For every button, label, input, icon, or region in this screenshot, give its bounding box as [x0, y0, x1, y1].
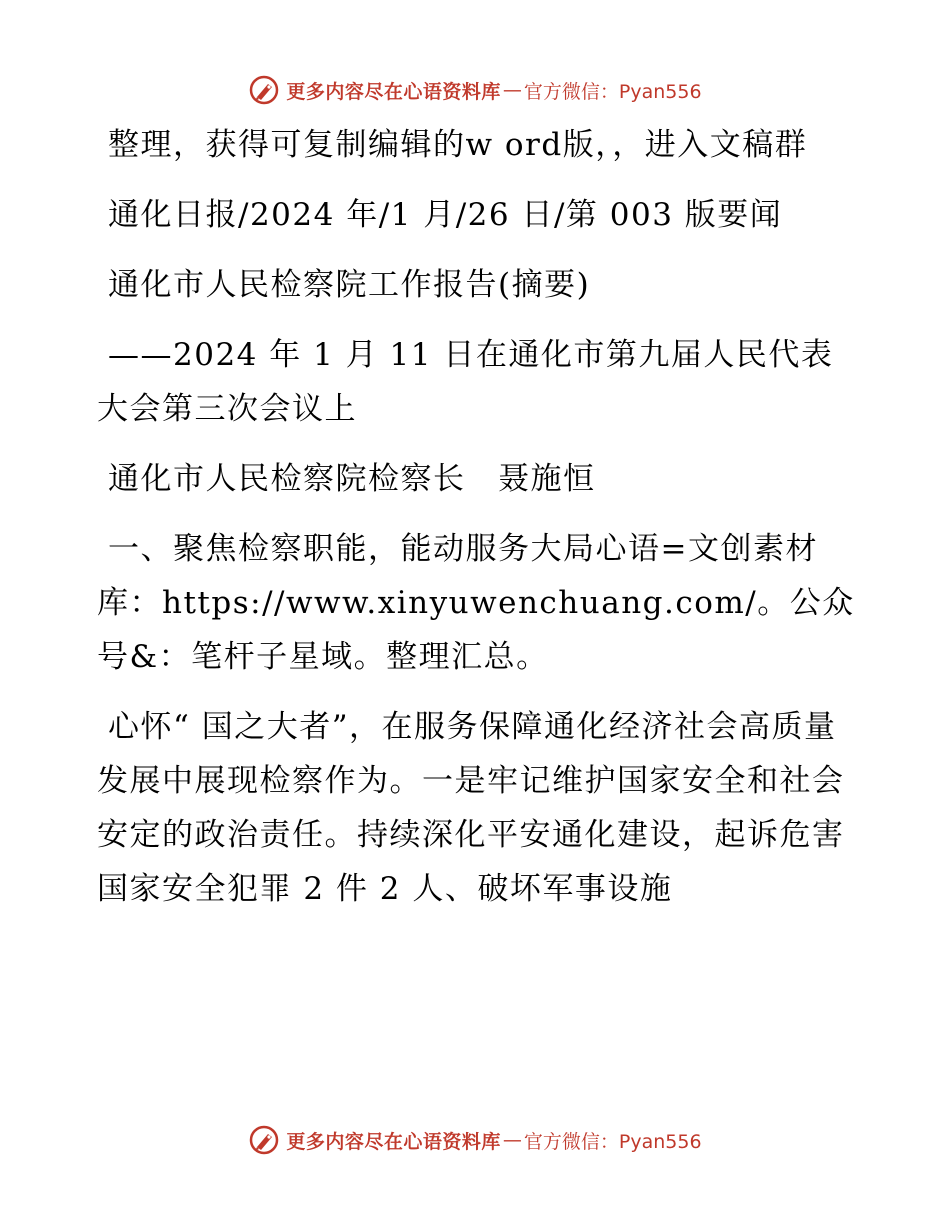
header-watermark — [0, 70, 950, 110]
document-body — [97, 118, 857, 932]
watermark-dash: — — [502, 1129, 522, 1151]
paragraph-title: 通化市人民检察院工作报告(摘要) — [108, 267, 591, 303]
watermark-wechat-text: 官方微信：Pyan556 — [523, 1130, 702, 1153]
paragraph-intro: 整理，获得可复制编辑的w ord版，，进入文稿群 — [108, 127, 808, 163]
paragraph-source: 通化日报/2024 年/1 月/26 日/第 003 版要闻 — [108, 197, 783, 233]
paragraph-subtitle: ——2024 年 1 月 11 日在通化市第九届人民代表大会第三次会议上 — [97, 337, 834, 427]
pen-nib-logo-icon — [248, 74, 280, 106]
paragraph-section-heading: 一、聚焦检察职能，能动服务大局心语=文创素材库：https://www.xinyuwenchuang.com/。公众号&：笔杆子星域。整理汇总。 — [97, 531, 855, 675]
paragraph-author: 通化市人民检察院检察长 聂施恒 — [108, 461, 596, 497]
pen-nib-logo-icon — [248, 1124, 280, 1156]
watermark-wechat-text: 官方微信：Pyan556 — [523, 80, 702, 103]
watermark-dash: — — [502, 79, 522, 101]
watermark-brand-text: 更多内容尽在心语资料库 — [286, 1130, 501, 1153]
footer-watermark — [0, 1120, 950, 1160]
paragraph-body: 心怀“ 国之大者”，在服务保障通化经济社会高质量发展中展现检察作为。一是牢记维护国家安全和社会安定的政治责任。持续深化平安通化建设，起诉危害国家安全犯罪 2 件 2 人、破坏军事设施 — [97, 709, 845, 907]
watermark-brand-text: 更多内容尽在心语资料库 — [286, 80, 501, 103]
